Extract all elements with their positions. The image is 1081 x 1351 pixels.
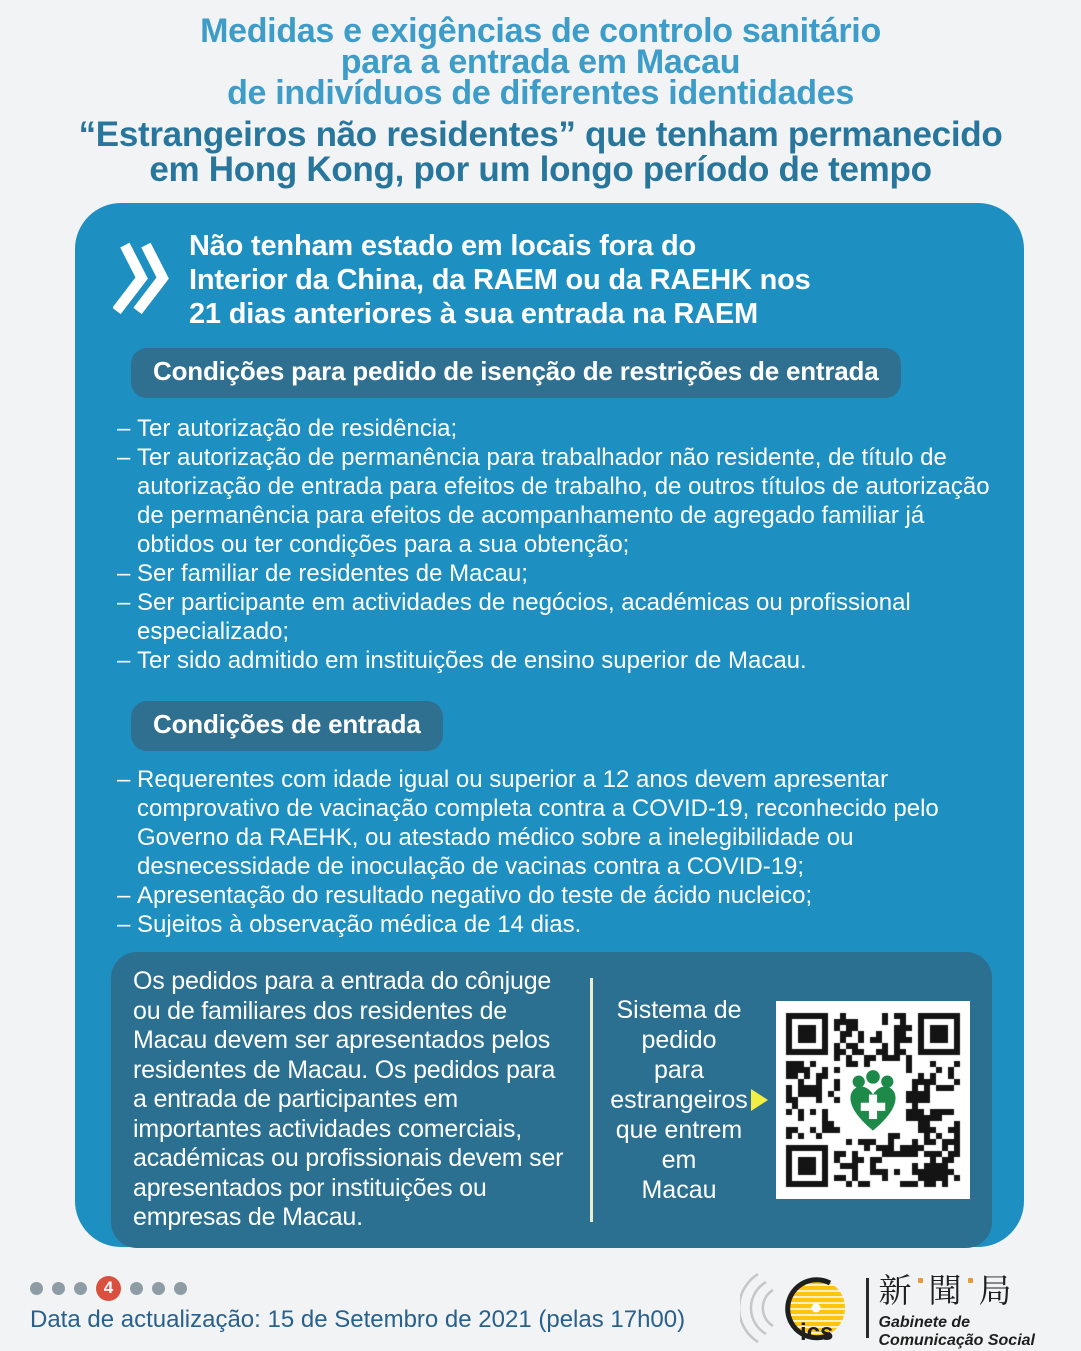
page-dot[interactable]	[30, 1282, 43, 1295]
page-dot[interactable]	[130, 1282, 143, 1295]
qr-label-line: Sistema de pedido	[616, 996, 742, 1054]
svg-text:ics: ics	[799, 1318, 833, 1346]
page-subtitle	[0, 117, 1081, 187]
gcs-cn-char: 局	[978, 1271, 1012, 1310]
qr-label-line: Macau	[641, 1176, 717, 1204]
list-item: – Apresentação do resultado negativo do teste de ácido nucleico;	[117, 881, 992, 910]
intro-line: Interior da China, da RAEM ou da RAEHK nos	[189, 264, 811, 296]
entry-conditions-list	[95, 765, 996, 939]
subtitle-line: “Estrangeiros não residentes” que tenham permanecido	[78, 115, 1003, 154]
update-date: Data de actualização: 15 de Setembro de 2021 (pelas 17h00)	[30, 1306, 686, 1333]
gcs-emblem-icon	[740, 1268, 856, 1348]
separator-dot-icon	[968, 1278, 973, 1283]
logo-divider-bar	[866, 1278, 869, 1338]
list-item: – Requerentes com idade igual ou superior a 12 anos devem apresentar comprovativo de vacinação completa contra a COVID-19, reconhecido pelo Governo da RAEHK, ou atestado médico sobre a inelegibilidade ou desnecessidade de inoculação de vacinas contra a COVID-19;	[117, 765, 992, 881]
list-item: – Ter sido admitido em instituições de ensino superior de Macau.	[117, 646, 992, 675]
gcs-chinese-name	[879, 1265, 1036, 1312]
list-item: – Ter autorização de residência;	[117, 414, 992, 443]
qr-label-line: que entrem em	[615, 1116, 743, 1174]
page-dot[interactable]	[174, 1282, 187, 1295]
double-chevron-icon	[113, 232, 169, 324]
gcs-cn-char: 聞	[928, 1271, 962, 1310]
separator-dot-icon	[918, 1278, 923, 1283]
page-footer	[0, 1271, 1081, 1349]
gcs-pt-line: Gabinete de	[878, 1314, 971, 1331]
qr-system-label	[609, 995, 749, 1205]
page-dot[interactable]	[52, 1282, 65, 1295]
gcs-portuguese-name	[879, 1314, 1036, 1350]
qr-code[interactable]	[776, 1001, 970, 1199]
list-item: – Sujeitos à observação médica de 14 dias.	[117, 910, 992, 939]
gcs-pt-line: Comunicação Social	[878, 1332, 1035, 1349]
title-line: Medidas e exigências de controlo sanitário	[200, 12, 881, 50]
section-heading-entry: Condições de entrada	[131, 701, 443, 751]
health-bureau-logo-icon	[839, 1066, 907, 1134]
intro-line: 21 dias anteriores à sua entrada na RAEM	[189, 298, 758, 330]
gcs-logo	[740, 1265, 1036, 1350]
current-page-badge[interactable]: 4	[96, 1276, 121, 1301]
intro-line: Não tenham estado em locais fora do	[189, 230, 697, 262]
note-text: Os pedidos para a entrada do cônjuge ou de familiares dos residentes de Macau devem ser apresentados pelos residentes de Macau. Os pedidos para a entrada de participantes em importantes actividades comerciais, académicas ou profissionais devem ser apresentados por instituições ou empresas de Macau.	[133, 967, 564, 1232]
qr-label-line: para estrangeiros	[610, 1056, 748, 1114]
note-card	[111, 952, 992, 1248]
arrow-right-icon	[751, 1089, 768, 1111]
title-line: de indivíduos de diferentes identidades	[227, 74, 854, 112]
subtitle-line: em Hong Kong, por um longo período de tempo	[149, 150, 932, 189]
gcs-cn-char: 新	[878, 1271, 912, 1310]
title-line: para a entrada em Macau	[340, 43, 741, 81]
intro-row	[95, 229, 996, 331]
list-item: – Ser participante em actividades de negócios, académicas ou profissional especializado;	[117, 588, 992, 646]
exemption-conditions-list	[95, 414, 996, 675]
gcs-wordmark	[879, 1265, 1036, 1350]
list-item: – Ter autorização de permanência para trabalhador não residente, de título de autorização de entrada para efeitos de trabalho, de outros títulos de autorização de permanência para efeitos de acompanhamento de agregado familiar já obtidos ou ter condições para a sua obtenção;	[117, 443, 992, 559]
intro-statement	[189, 229, 811, 331]
page-dot[interactable]	[74, 1282, 87, 1295]
vertical-divider	[590, 978, 593, 1222]
page-dot[interactable]	[152, 1282, 165, 1295]
list-item: – Ser familiar de residentes de Macau;	[117, 559, 992, 588]
section-heading-exemption: Condições para pedido de isenção de restrições de entrada	[131, 348, 901, 398]
page-title	[0, 12, 1081, 112]
page-header	[0, 0, 1081, 187]
content-card	[75, 203, 1024, 1247]
